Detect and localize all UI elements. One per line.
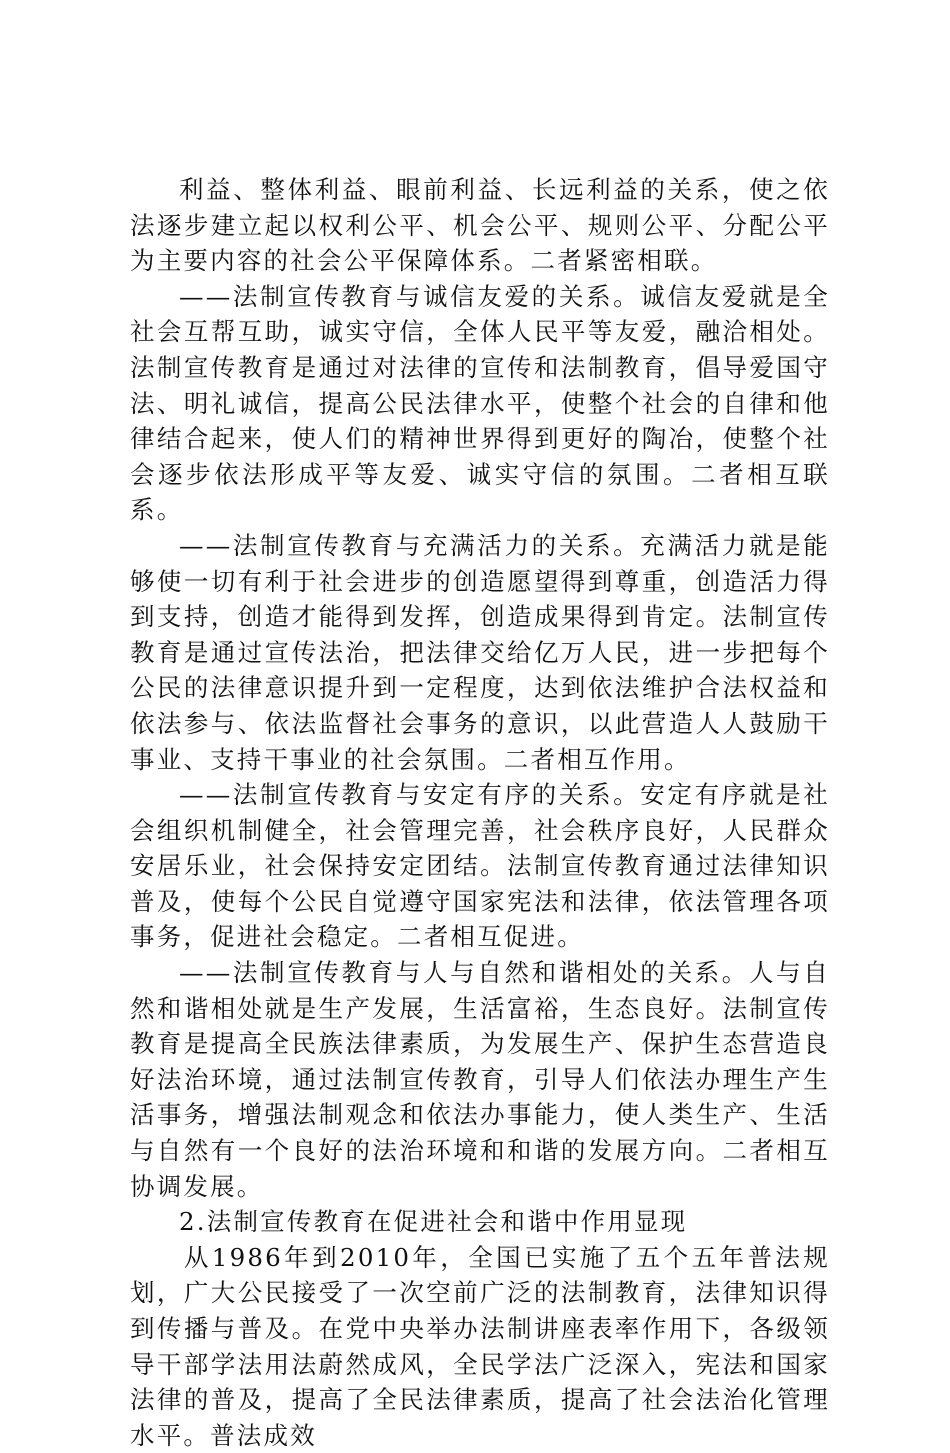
paragraph-legal-education-results: 从1986年到2010年，全国已实施了五个五年普法规划，广大公民接受了一次空前广泛的法制教育，法律知识得到传播与普及。在党中央举办法制讲座表率作用下，各级领导干部学法用法蔚然成风，全民学法广泛深入，宪法和国家法律的普及，提高了全民法律素质，提高了社会法治化管理水平。普法成效 — [130, 1242, 830, 1450]
section-heading: 2.法制宣传教育在促进社会和谐中作用显现 — [179, 1207, 688, 1237]
paragraph-social-fairness: 利益、整体利益、眼前利益、长远利益的关系，使之依法逐步建立起以权利公平、机会公平、规则公平、分配公平为主要内容的社会公平保障体系。二者紧密相联。 — [130, 175, 830, 276]
paragraph-stability-order: ——法制宣传教育与安定有序的关系。安定有序就是社会组织机制健全，社会管理完善，社会秩序良好，人民群众安居乐业，社会保持安定团结。法制宣传教育通过法律知识普及，使每个公民自觉遵守国家宪法和法律，依法管理各项事务，促进社会稳定。二者相互促进。 — [130, 780, 830, 952]
document-body — [130, 172, 830, 1453]
paragraph-integrity-fraternity: ——法制宣传教育与诚信友爱的关系。诚信友爱就是全社会互帮互助，诚实守信，全体人民平等友爱，融洽相处。法制宣传教育是通过对法律的宣传和法制教育，倡导爱国守法、明礼诚信，提高公民法律水平，使整个社会的自律和他律结合起来，使人们的精神世界得到更好的陶冶，使整个社会逐步依法形成平等友爱、诚实守信的氛围。二者相互联系。 — [130, 281, 830, 525]
paragraph-vitality: ——法制宣传教育与充满活力的关系。充满活力就是能够使一切有利于社会进步的创造愿望得到尊重，创造活力得到支持，创造才能得到发挥，创造成果得到肯定。法制宣传教育是通过宣传法治，把法律交给亿万人民，进一步把每个公民的法律意识提升到一定程度，达到依法维护合法权益和依法参与、依法监督社会事务的意识，以此营造人人鼓励干事业、支持干事业的社会氛围。二者相互作用。 — [130, 530, 830, 774]
paragraph-harmony-nature: ——法制宣传教育与人与自然和谐相处的关系。人与自然和谐相处就是生产发展，生活富裕，生态良好。法制宣传教育是提高全民族法律素质，为发展生产、保护生态营造良好法治环境，通过法制宣传教育，引导人们依法办理生产生活事务，增强法制观念和依法办事能力，使人类生产、生活与自然有一个良好的法治环境和和谐的发展方向。二者相互协调发展。 — [130, 958, 830, 1201]
